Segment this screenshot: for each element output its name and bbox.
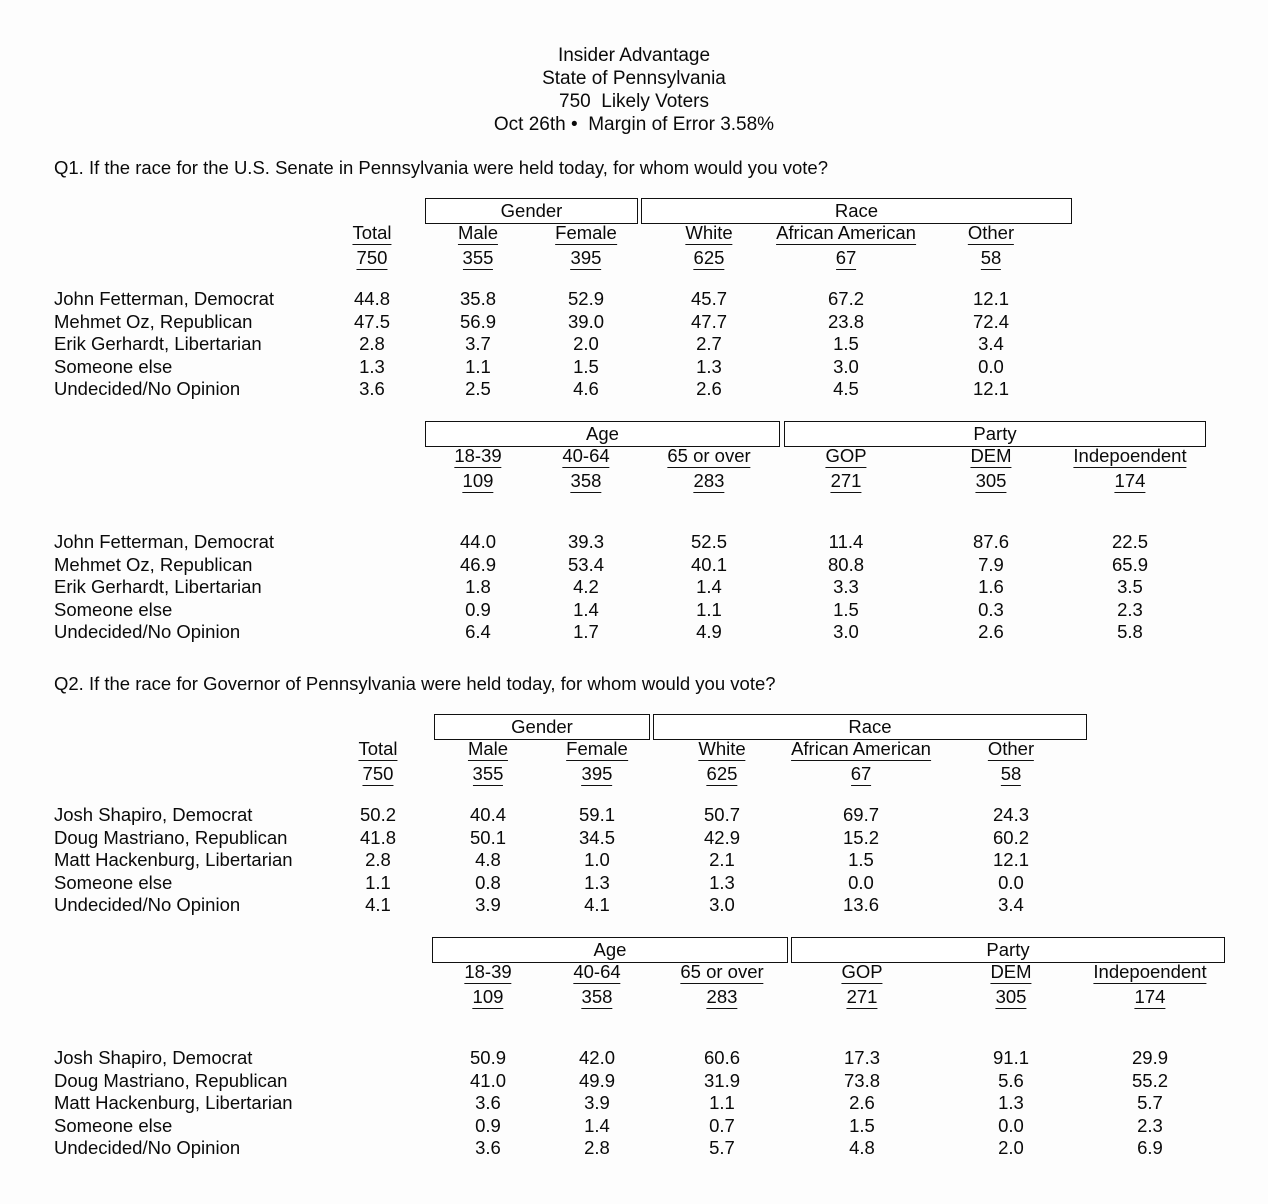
data-cell: 2.1 [709, 849, 735, 871]
data-cell: 73.8 [843, 1069, 881, 1091]
data-cell: 0.0 [848, 871, 874, 893]
data-cell: 35.8 [459, 288, 497, 309]
data-cell: 65.9 [1111, 553, 1149, 575]
column-sample-size: 109 [472, 986, 504, 1007]
value-column-dem [993, 1047, 1029, 1160]
value-column-40-64 [568, 531, 604, 644]
column-label: Female [566, 738, 628, 759]
column-sample-size: 358 [570, 470, 602, 491]
data-cell: 15.2 [842, 826, 880, 848]
column-label: Total [352, 222, 392, 243]
value-column-total [360, 804, 396, 917]
column-sample-size: 271 [846, 986, 878, 1007]
value-column-gop [828, 531, 864, 644]
value-column-other [973, 288, 1009, 401]
value-column-african-american [828, 288, 864, 401]
data-cell: 0.3 [978, 598, 1004, 620]
data-cell: 2.0 [998, 1137, 1024, 1159]
data-cell: 0.8 [475, 871, 501, 893]
row-label: Mehmet Oz, Republican [54, 553, 253, 575]
column-sample-size: 58 [1000, 763, 1022, 784]
group-header-race: Race [653, 714, 1087, 740]
data-cell: 39.0 [567, 310, 605, 332]
data-cell: 31.9 [703, 1069, 741, 1091]
data-cell: 72.4 [972, 310, 1010, 332]
data-cell: 3.6 [475, 1092, 501, 1114]
data-cell: 5.6 [998, 1069, 1024, 1091]
column-header-female [555, 222, 617, 270]
column-label: Male [457, 222, 499, 243]
column-header-male [468, 738, 508, 786]
column-label: 40-64 [562, 445, 610, 466]
data-cell: 1.7 [573, 621, 599, 643]
data-cell: 40.4 [469, 804, 507, 825]
data-cell: 4.6 [573, 378, 599, 400]
data-cell: 2.3 [1117, 598, 1143, 620]
data-cell: 59.1 [578, 804, 616, 825]
data-cell: 40.1 [690, 553, 728, 575]
column-sample-size: 67 [850, 763, 872, 784]
data-cell: 55.2 [1131, 1069, 1169, 1091]
data-cell: 1.3 [709, 871, 735, 893]
column-label: GOP [825, 445, 867, 466]
data-cell: 44.0 [459, 531, 497, 552]
value-column-40-64 [579, 1047, 615, 1160]
column-label: Total [358, 738, 398, 759]
data-cell: 4.1 [365, 894, 391, 916]
row-label: Undecided/No Opinion [54, 378, 241, 400]
data-cell: 0.9 [465, 598, 491, 620]
data-cell: 0.9 [475, 1114, 501, 1136]
data-cell: 3.3 [833, 576, 859, 598]
column-header-40-64 [562, 445, 609, 493]
data-cell: 1.4 [696, 576, 722, 598]
data-cell: 49.9 [578, 1069, 616, 1091]
data-cell: 1.5 [833, 333, 859, 355]
data-cell: 1.4 [584, 1114, 610, 1136]
value-column-18-39 [470, 1047, 506, 1160]
column-header-dem [990, 961, 1031, 1009]
data-cell: 3.0 [833, 621, 859, 643]
value-column-dem [973, 531, 1009, 644]
data-cell: 69.7 [842, 804, 880, 825]
data-cell: 80.8 [827, 553, 865, 575]
column-header-indepoendent [1073, 445, 1186, 493]
data-cell: 50.1 [469, 826, 507, 848]
data-cell: 47.5 [353, 310, 391, 332]
row-label: John Fetterman, Democrat [54, 531, 275, 552]
column-label: White [698, 738, 746, 759]
data-cell: 0.0 [998, 871, 1024, 893]
data-cell: 41.0 [469, 1069, 507, 1091]
data-cell: 1.3 [998, 1092, 1024, 1114]
column-header-65-or-over [667, 445, 750, 493]
column-sample-size: 395 [570, 247, 602, 268]
data-cell: 3.0 [833, 355, 859, 377]
data-cell: 6.9 [1137, 1137, 1163, 1159]
column-sample-size: 355 [472, 763, 504, 784]
column-sample-size: 625 [693, 247, 725, 268]
data-cell: 29.9 [1131, 1047, 1169, 1068]
value-column-indepoendent [1112, 531, 1148, 644]
data-cell: 1.5 [833, 598, 859, 620]
column-label: Female [555, 222, 617, 243]
data-cell: 3.6 [475, 1137, 501, 1159]
row-label: Someone else [54, 355, 173, 377]
column-header-gop [841, 961, 882, 1009]
data-cell: 1.1 [696, 598, 722, 620]
data-cell: 1.3 [584, 871, 610, 893]
data-cell: 60.6 [703, 1047, 741, 1068]
data-cell: 1.6 [978, 576, 1004, 598]
data-cell: 12.1 [992, 849, 1030, 871]
data-cell: 2.8 [584, 1137, 610, 1159]
data-cell: 4.2 [573, 576, 599, 598]
data-cell: 2.0 [573, 333, 599, 355]
column-label: DEM [990, 961, 1032, 982]
data-cell: 4.8 [849, 1137, 875, 1159]
column-label: Male [467, 738, 509, 759]
data-cell: 1.1 [709, 1092, 735, 1114]
column-header-female [566, 738, 628, 786]
column-sample-size: 109 [462, 470, 494, 491]
data-cell: 1.4 [573, 598, 599, 620]
value-column-65-or-over [704, 1047, 740, 1160]
data-cell: 1.5 [848, 849, 874, 871]
data-cell: 5.7 [709, 1137, 735, 1159]
data-cell: 56.9 [459, 310, 497, 332]
column-label: 65 or over [667, 445, 751, 466]
row-label: Undecided/No Opinion [54, 1137, 241, 1159]
data-cell: 2.6 [696, 378, 722, 400]
data-cell: 53.4 [567, 553, 605, 575]
data-cell: 3.4 [998, 894, 1024, 916]
data-cell: 50.9 [469, 1047, 507, 1068]
data-cell: 6.4 [465, 621, 491, 643]
column-header-total [352, 222, 391, 270]
data-cell: 1.0 [584, 849, 610, 871]
column-header-18-39 [464, 961, 511, 1009]
column-label: Other [967, 222, 1015, 243]
data-cell: 3.5 [1117, 576, 1143, 598]
response-row-labels [54, 288, 274, 401]
column-header-18-39 [454, 445, 501, 493]
data-cell: 42.9 [703, 826, 741, 848]
row-label: Doug Mastriano, Republican [54, 826, 288, 848]
data-cell: 1.3 [696, 355, 722, 377]
column-label: Indepoendent [1093, 961, 1207, 982]
document-header [0, 44, 1268, 136]
column-header-other [988, 738, 1034, 786]
data-cell: 22.5 [1111, 531, 1149, 552]
row-label: Erik Gerhardt, Libertarian [54, 576, 262, 598]
value-column-white [704, 804, 740, 917]
column-label: African American [791, 738, 931, 759]
data-cell: 0.0 [998, 1114, 1024, 1136]
value-column-total [354, 288, 390, 401]
column-sample-size: 358 [581, 986, 613, 1007]
data-cell: 1.8 [465, 576, 491, 598]
column-header-65-or-over [680, 961, 763, 1009]
data-cell: 1.3 [359, 355, 385, 377]
column-sample-size: 174 [1114, 470, 1146, 491]
data-cell: 2.7 [696, 333, 722, 355]
data-cell: 50.7 [703, 804, 741, 825]
data-cell: 3.4 [978, 333, 1004, 355]
group-header-party: Party [784, 421, 1206, 447]
response-row-labels [54, 804, 293, 917]
value-column-indepoendent [1132, 1047, 1168, 1160]
response-row-labels [54, 531, 274, 644]
row-label: Matt Hackenburg, Libertarian [54, 849, 293, 871]
row-label: Josh Shapiro, Democrat [54, 1047, 253, 1068]
column-sample-size: 271 [830, 470, 862, 491]
response-row-labels [54, 1047, 293, 1160]
data-cell: 1.5 [849, 1114, 875, 1136]
column-header-40-64 [573, 961, 620, 1009]
data-cell: 1.1 [465, 355, 491, 377]
data-cell: 50.2 [359, 804, 397, 825]
data-cell: 4.5 [833, 378, 859, 400]
row-label: Matt Hackenburg, Libertarian [54, 1092, 293, 1114]
data-cell: 2.6 [849, 1092, 875, 1114]
data-cell: 91.1 [992, 1047, 1030, 1068]
group-header-party: Party [791, 937, 1225, 963]
data-cell: 44.8 [353, 288, 391, 309]
data-cell: 3.7 [465, 333, 491, 355]
data-cell: 1.1 [365, 871, 391, 893]
value-column-65-or-over [691, 531, 727, 644]
header-organization: Insider Advantage [557, 45, 711, 66]
data-cell: 5.7 [1137, 1092, 1163, 1114]
column-header-other [968, 222, 1014, 270]
data-cell: 45.7 [690, 288, 728, 309]
data-cell: 7.9 [978, 553, 1004, 575]
data-cell: 87.6 [972, 531, 1010, 552]
row-label: Undecided/No Opinion [54, 894, 241, 916]
row-label: John Fetterman, Democrat [54, 288, 275, 309]
column-label: 18-39 [464, 961, 512, 982]
column-header-gop [825, 445, 866, 493]
data-cell: 4.9 [696, 621, 722, 643]
row-label: Someone else [54, 1114, 173, 1136]
column-label: 40-64 [573, 961, 621, 982]
data-cell: 52.9 [567, 288, 605, 309]
value-column-male [470, 804, 506, 917]
data-cell: 2.5 [465, 378, 491, 400]
data-cell: 60.2 [992, 826, 1030, 848]
q1-question-text: Q1. If the race for the U.S. Senate in Pennsylvania were held today, for whom would you vote? [54, 157, 829, 178]
column-label: White [685, 222, 733, 243]
data-cell: 41.8 [359, 826, 397, 848]
data-cell: 4.1 [584, 894, 610, 916]
data-cell: 1.5 [573, 355, 599, 377]
header-state: State of Pennsylvania [542, 68, 726, 89]
row-label: Undecided/No Opinion [54, 621, 241, 643]
data-cell: 4.8 [475, 849, 501, 871]
data-cell: 2.8 [365, 849, 391, 871]
column-sample-size: 283 [706, 986, 738, 1007]
data-cell: 52.5 [690, 531, 728, 552]
value-column-gop [844, 1047, 880, 1160]
column-header-total [358, 738, 397, 786]
value-column-white [691, 288, 727, 401]
column-label: Other [987, 738, 1035, 759]
data-cell: 3.9 [584, 1092, 610, 1114]
column-sample-size: 58 [980, 247, 1002, 268]
column-sample-size: 750 [356, 247, 388, 268]
data-cell: 3.6 [359, 378, 385, 400]
column-sample-size: 750 [362, 763, 394, 784]
column-sample-size: 395 [581, 763, 613, 784]
data-cell: 3.9 [475, 894, 501, 916]
data-cell: 12.1 [972, 288, 1010, 309]
data-cell: 24.3 [992, 804, 1030, 825]
value-column-male [460, 288, 496, 401]
column-label: African American [776, 222, 916, 243]
row-label: Erik Gerhardt, Libertarian [54, 333, 262, 355]
column-header-male [458, 222, 498, 270]
row-label: Josh Shapiro, Democrat [54, 804, 253, 825]
data-cell: 3.0 [709, 894, 735, 916]
data-cell: 42.0 [578, 1047, 616, 1068]
data-cell: 67.2 [827, 288, 865, 309]
data-cell: 12.1 [972, 378, 1010, 400]
group-header-race: Race [641, 198, 1072, 224]
column-header-indepoendent [1093, 961, 1206, 1009]
group-header-gender: Gender [425, 198, 638, 224]
data-cell: 46.9 [459, 553, 497, 575]
data-cell: 2.6 [978, 621, 1004, 643]
column-sample-size: 625 [706, 763, 738, 784]
column-label: Indepoendent [1073, 445, 1187, 466]
group-header-age: Age [425, 421, 780, 447]
column-sample-size: 174 [1134, 986, 1166, 1007]
column-header-dem [970, 445, 1011, 493]
value-column-female [579, 804, 615, 917]
data-cell: 0.7 [709, 1114, 735, 1136]
column-header-african-american [791, 738, 931, 786]
column-label: 65 or over [680, 961, 764, 982]
column-header-white [685, 222, 732, 270]
header-date-margin: Oct 26th • Margin of Error 3.58% [493, 114, 775, 135]
data-cell: 47.7 [690, 310, 728, 332]
column-sample-size: 355 [462, 247, 494, 268]
value-column-african-american [843, 804, 879, 917]
column-sample-size: 305 [975, 470, 1007, 491]
row-label: Mehmet Oz, Republican [54, 310, 253, 332]
header-sample-size: 750 Likely Voters [559, 91, 709, 112]
q2-question-text: Q2. If the race for Governor of Pennsylvania were held today, for whom would you vote? [54, 673, 776, 694]
value-column-18-39 [460, 531, 496, 644]
group-header-gender: Gender [434, 714, 650, 740]
data-cell: 23.8 [827, 310, 865, 332]
data-cell: 2.3 [1137, 1114, 1163, 1136]
value-column-other [993, 804, 1029, 917]
column-label: 18-39 [454, 445, 502, 466]
data-cell: 13.6 [842, 894, 880, 916]
data-cell: 0.0 [978, 355, 1004, 377]
value-column-female [568, 288, 604, 401]
data-cell: 2.8 [359, 333, 385, 355]
column-label: GOP [841, 961, 883, 982]
row-label: Doug Mastriano, Republican [54, 1069, 288, 1091]
column-sample-size: 67 [835, 247, 857, 268]
data-cell: 5.8 [1117, 621, 1143, 643]
row-label: Someone else [54, 598, 173, 620]
row-label: Someone else [54, 871, 173, 893]
column-sample-size: 283 [693, 470, 725, 491]
column-sample-size: 305 [995, 986, 1027, 1007]
data-cell: 17.3 [843, 1047, 881, 1068]
column-label: DEM [970, 445, 1012, 466]
column-header-african-american [776, 222, 916, 270]
data-cell: 11.4 [828, 531, 864, 552]
group-header-age: Age [432, 937, 788, 963]
column-header-white [698, 738, 745, 786]
data-cell: 39.3 [567, 531, 605, 552]
data-cell: 34.5 [578, 826, 616, 848]
